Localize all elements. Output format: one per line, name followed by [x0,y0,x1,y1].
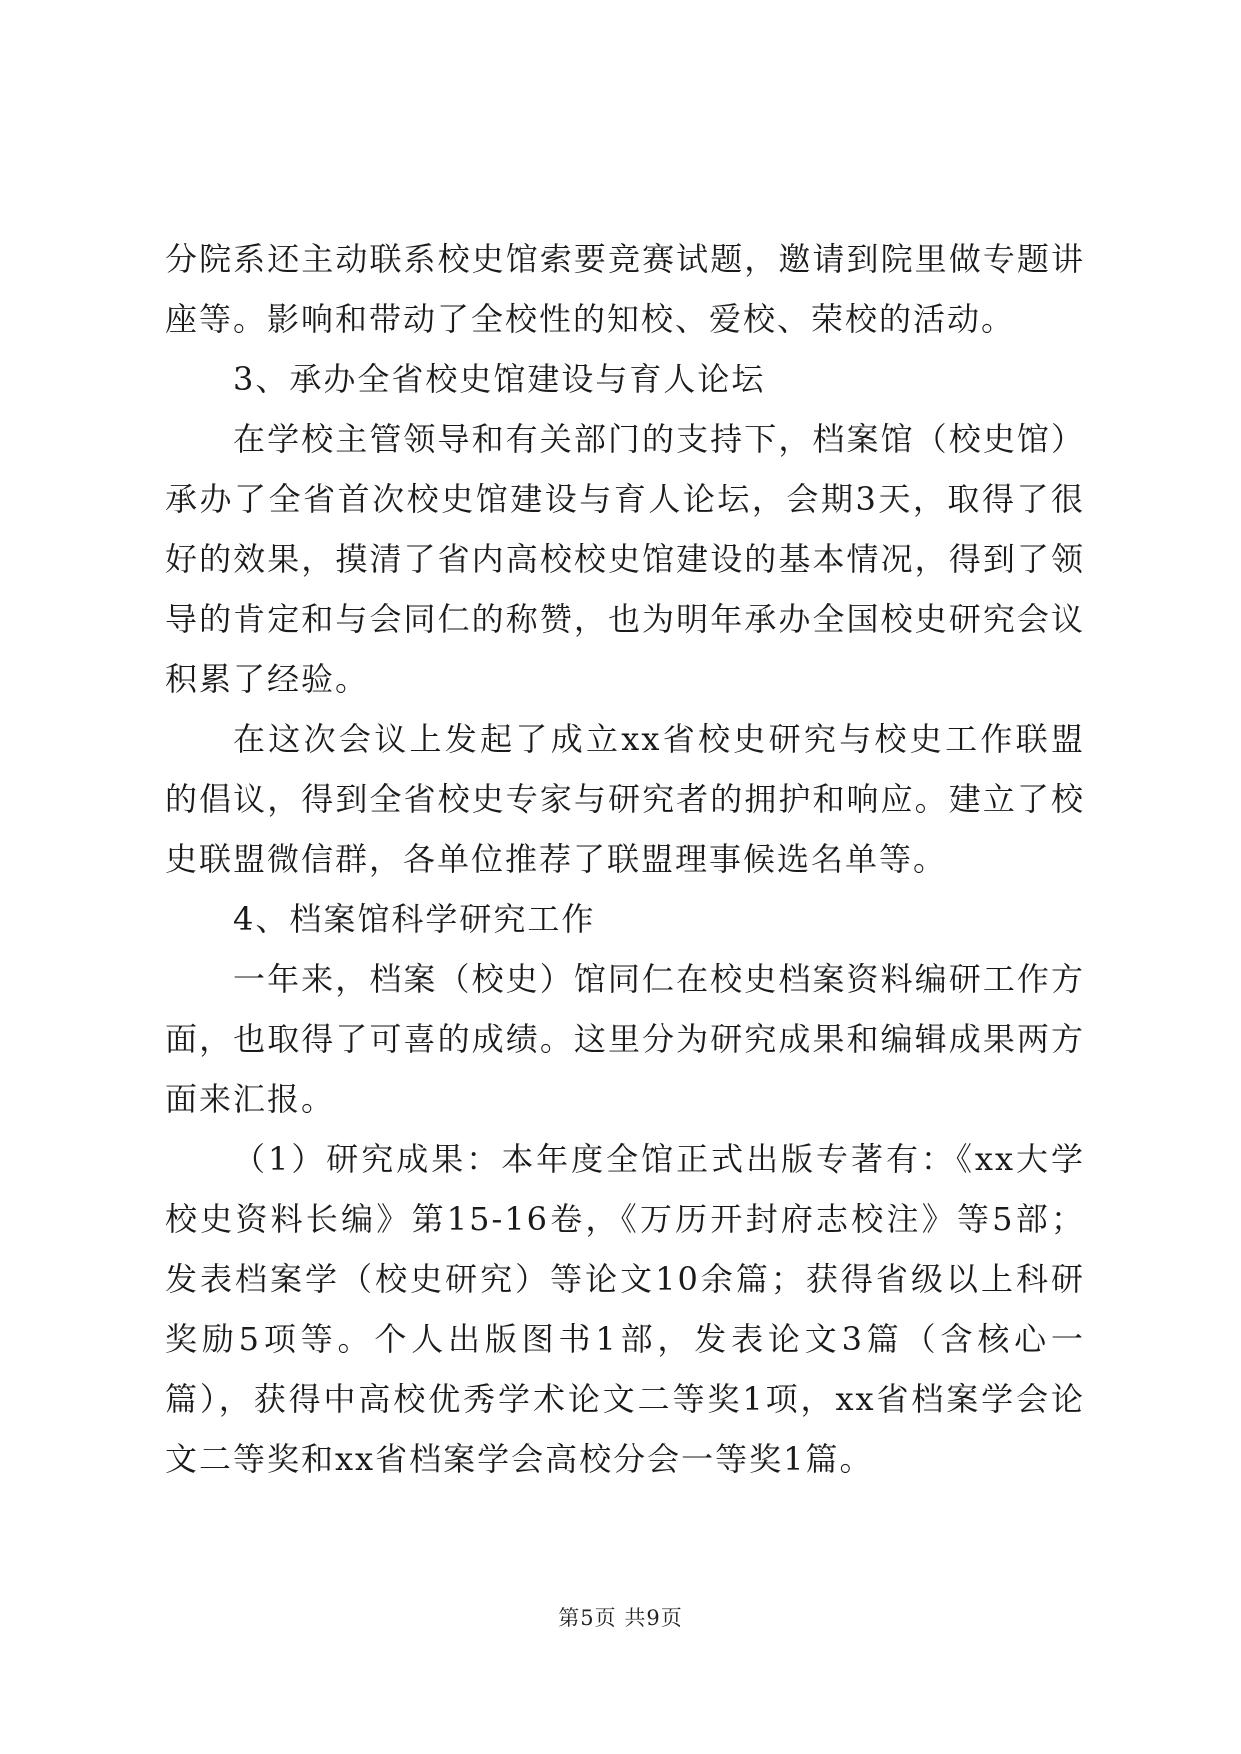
paragraph-alliance-proposal: 在这次会议上发起了成立xx省校史研究与校史工作联盟的倡议，得到全省校史专家与研究者的拥护和响应。建立了校史联盟微信群，各单位推荐了联盟理事候选名单等。 [165,720,1085,878]
document-body [165,229,1085,1489]
page-number-footer: 第5页 共9页 [558,1606,683,1630]
paragraph-forum-hosting: 在学校主管领导和有关部门的支持下，档案馆（校史馆）承办了全省首次校史馆建设与育人论坛，会期3天，取得了很好的效果，摸清了省内高校校史馆建设的基本情况，得到了领导的肯定和与会同仁的称赞，也为明年承办全国校史研究会议积累了经验。 [165,420,1085,698]
section-heading-3: 3、承办全省校史馆建设与育人论坛 [233,360,766,398]
paragraph-research-overview: 一年来，档案（校史）馆同仁在校史档案资料编研工作方面，也取得了可喜的成绩。这里分为研究成果和编辑成果两方面来汇报。 [165,960,1085,1118]
section-heading-4: 4、档案馆科学研究工作 [233,900,596,938]
paragraph-research-results: （1）研究成果：本年度全馆正式出版专著有：《xx大学校史资料长编》第15-16卷，《万历开封府志校注》等5部；发表档案学（校史研究）等论文10余篇；获得省级以上科研奖励5项等。个人出版图书1部，发表论文3篇（含核心一篇），获得中高校优秀学术论文二等奖1项，xx省档案学会论文二等奖和xx省档案学会高校分会一等奖1篇。 [165,1140,1085,1478]
paragraph-continuation: 分院系还主动联系校史馆索要竞赛试题，邀请到院里做专题讲座等。影响和带动了全校性的知校、爱校、荣校的活动。 [165,240,1085,338]
